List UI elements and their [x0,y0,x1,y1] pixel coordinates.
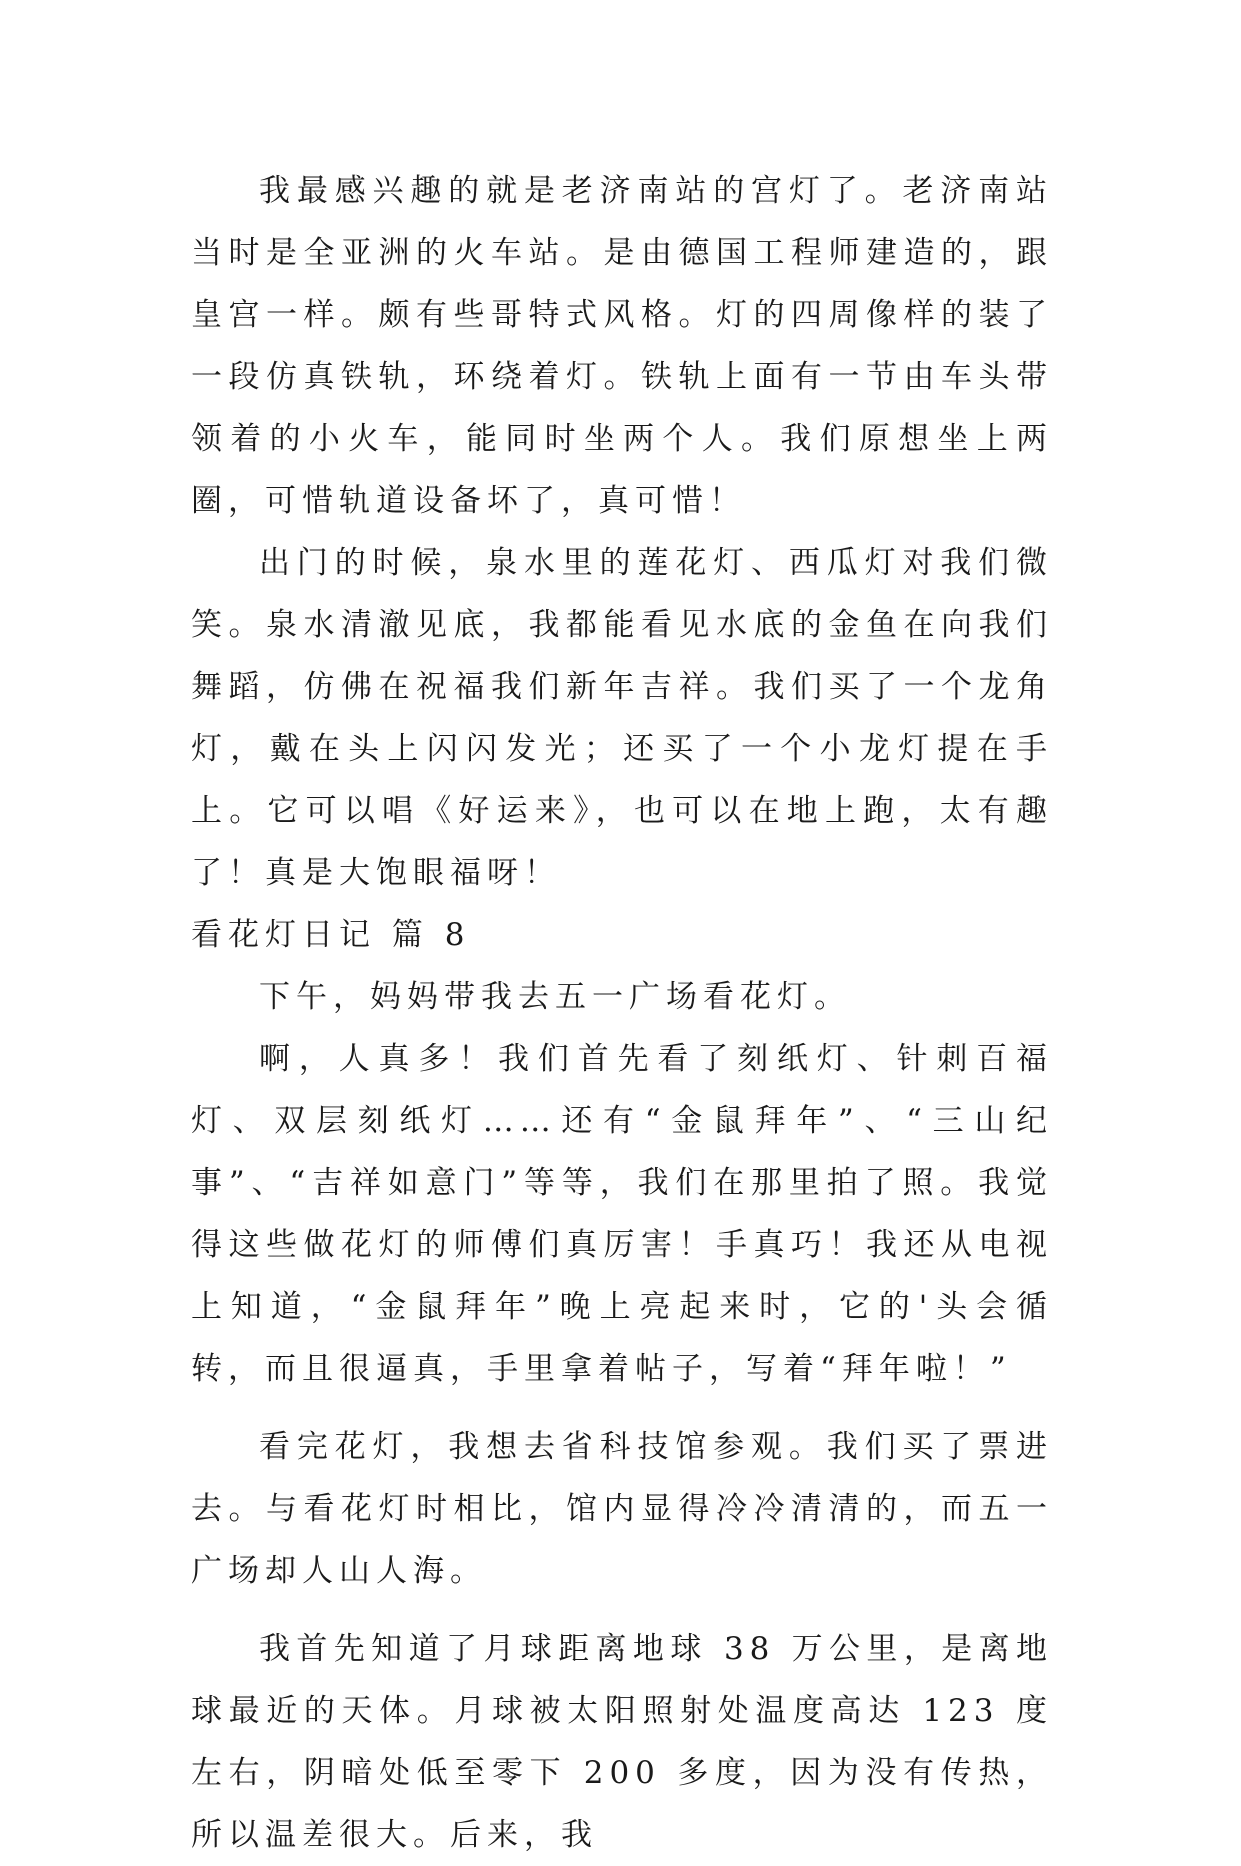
paragraph-lantern-station: 我最感兴趣的就是老济南站的宫灯了。老济南站当时是全亚洲的火车站。是由德国工程师建造的，跟皇宫一样。颇有些哥特式风格。灯的四周像样的装了一段仿真铁轨，环绕着灯。铁轨上面有一节由车头带领着的小火车，能同时坐两个人。我们原想坐上两圈，可惜轨道设备坏了，真可惜！ [191,173,1053,519]
paragraph-afternoon: 下午，妈妈带我去五一广场看花灯。 [259,979,851,1015]
paragraph-moon: 我首先知道了月球距离地球 38 万公里，是离地球最近的天体。月球被太阳照射处温度高达 123 度左右，阴暗处低至零下 200 多度，因为没有传热，所以温差很大。后来，我 [191,1631,1053,1853]
document-body [191,160,1053,1866]
paragraph-spacer [191,1400,1053,1416]
paragraph-spacer [191,1602,1053,1618]
paragraph-leaving: 出门的时候，泉水里的莲花灯、西瓜灯对我们微笑。泉水清澈见底，我都能看见水底的金鱼在向我们舞蹈，仿佛在祝福我们新年吉祥。我们买了一个龙角灯，戴在头上闪闪发光；还买了一个小龙灯提在手上。它可以唱《好运来》，也可以在地上跑，太有趣了！真是大饱眼福呀！ [191,545,1053,891]
paragraph-science-museum: 看完花灯，我想去省科技馆参观。我们买了票进去。与看花灯时相比，馆内显得冷冷清清的，而五一广场却人山人海。 [191,1429,1053,1589]
section-heading: 看花灯日记 篇 8 [191,917,471,953]
paragraph-crowd: 啊，人真多！我们首先看了刻纸灯、针刺百福灯、双层刻纸灯……还有“金鼠拜年”、“三山纪事”、“吉祥如意门”等等，我们在那里拍了照。我觉得这些做花灯的师傅们真厉害！手真巧！我还从电视上知道，“金鼠拜年”晚上亮起来时，它的'头会循转，而且很逼真，手里拿着帖子，写着“拜年啦！” [191,1041,1053,1387]
